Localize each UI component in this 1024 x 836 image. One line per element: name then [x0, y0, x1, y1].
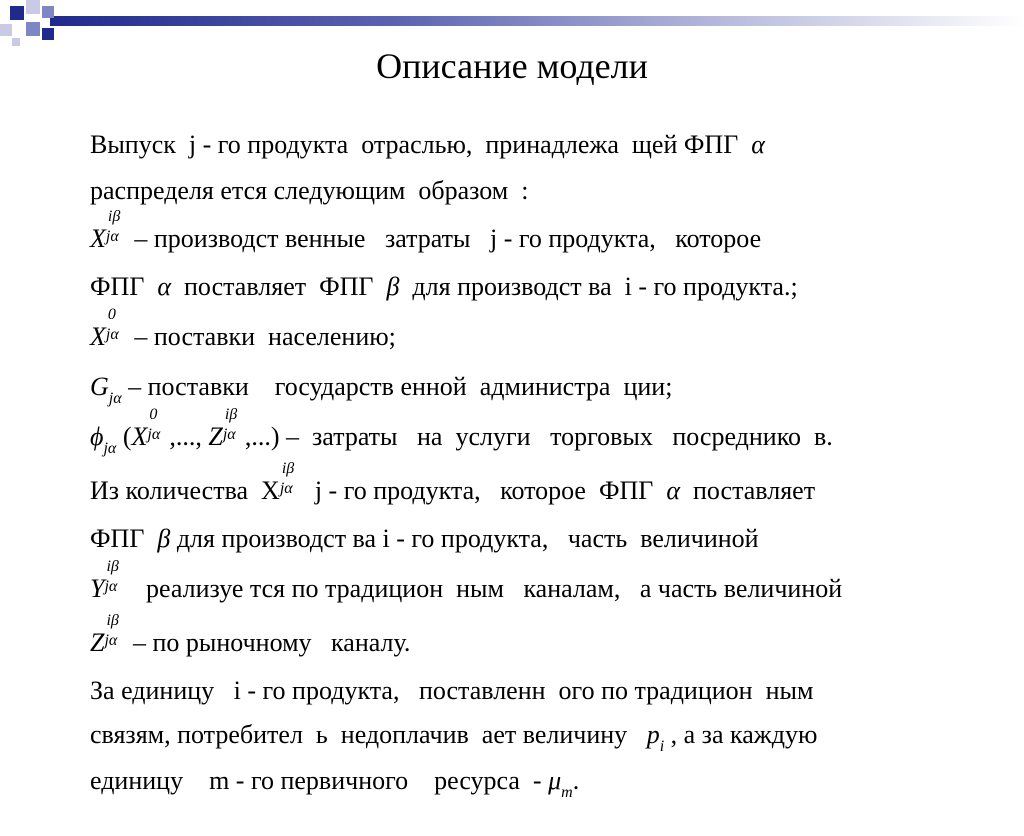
text: связям, потребител ь недоплачив ает величину [90, 720, 647, 749]
text: ФПГ [90, 524, 158, 553]
math-var: X [90, 224, 106, 253]
text: – поставки населению; [127, 322, 396, 351]
text: Выпуск j - го продукта отраслью, принадлежа щей ФПГ [90, 130, 752, 159]
text: для производст ва i - го продукта, часть величиной [170, 524, 759, 553]
phi-symbol: ϕ [90, 422, 104, 451]
superscript: iβ [224, 406, 238, 423]
math-var: X [131, 422, 148, 451]
text: для производст ва i - го продукта.; [399, 272, 798, 301]
subscript: i [659, 738, 665, 755]
alpha-symbol: α [751, 130, 765, 159]
text: , а за каждую [664, 720, 818, 749]
beta-symbol: β [157, 524, 171, 553]
superscript: iβ [107, 208, 121, 225]
text: – поставки государств енной администра ции; [121, 372, 673, 401]
decor-square [42, 6, 54, 18]
math-var: Y [90, 574, 105, 603]
text: За единицу i - го продукта, поставленн ого по традицион ным [90, 676, 814, 705]
text-line [64, 730, 579, 836]
decor-square [0, 24, 12, 36]
superscript: iβ [106, 558, 119, 575]
text: j - го продукта, которое ФПГ [301, 476, 667, 505]
subscript: jα [108, 390, 122, 407]
subscript: m [561, 784, 573, 801]
gradient-band [50, 16, 1024, 26]
decor-square [10, 6, 24, 20]
math-var: p [646, 720, 660, 749]
text: Из количества X [90, 476, 280, 505]
math-var: G [90, 372, 109, 401]
alpha-symbol: α [666, 476, 680, 505]
text: поставляет [679, 476, 816, 505]
subscript: jα [103, 440, 117, 457]
math-var: Z [208, 422, 223, 451]
text: – по рыночному каналу. [126, 628, 411, 657]
subscript: jα [105, 228, 119, 245]
text: реализуе тся по традицион ным каналам, а часть величиной [126, 574, 843, 603]
decor-square [42, 28, 54, 40]
text: единицу m - го первичного ресурса - [90, 766, 549, 795]
math-var: X [90, 322, 106, 351]
text: ,..., [169, 422, 209, 451]
subscript: jα [222, 426, 236, 443]
beta-symbol: β [386, 272, 400, 301]
subscript: jα [105, 326, 119, 343]
alpha-symbol: α [157, 272, 172, 301]
text: – производст венные затраты j - го продукта, которое [127, 224, 762, 253]
superscript: iβ [106, 612, 119, 629]
math-var: Z [90, 628, 105, 657]
subscript: jα [279, 480, 293, 497]
text: ,...) – затраты на услуги торговых посреднико в. [244, 422, 833, 451]
superscript: 0 [107, 306, 116, 323]
mu-symbol: μ [548, 766, 562, 795]
subscript: jα [104, 632, 118, 649]
top-decoration [0, 0, 1024, 46]
subscript: jα [104, 578, 118, 595]
decor-square [26, 0, 40, 14]
subscript: jα [147, 426, 161, 443]
superscript: 0 [149, 406, 158, 423]
text: ФПГ [90, 272, 158, 301]
text: . [572, 766, 580, 795]
text: поставляет ФПГ [171, 272, 387, 301]
decor-square [26, 22, 40, 36]
superscript: iβ [281, 460, 295, 477]
slide-title: Описание модели [376, 46, 648, 86]
text: распределя ется следующим образом : [90, 176, 529, 205]
text: ( [116, 422, 132, 451]
